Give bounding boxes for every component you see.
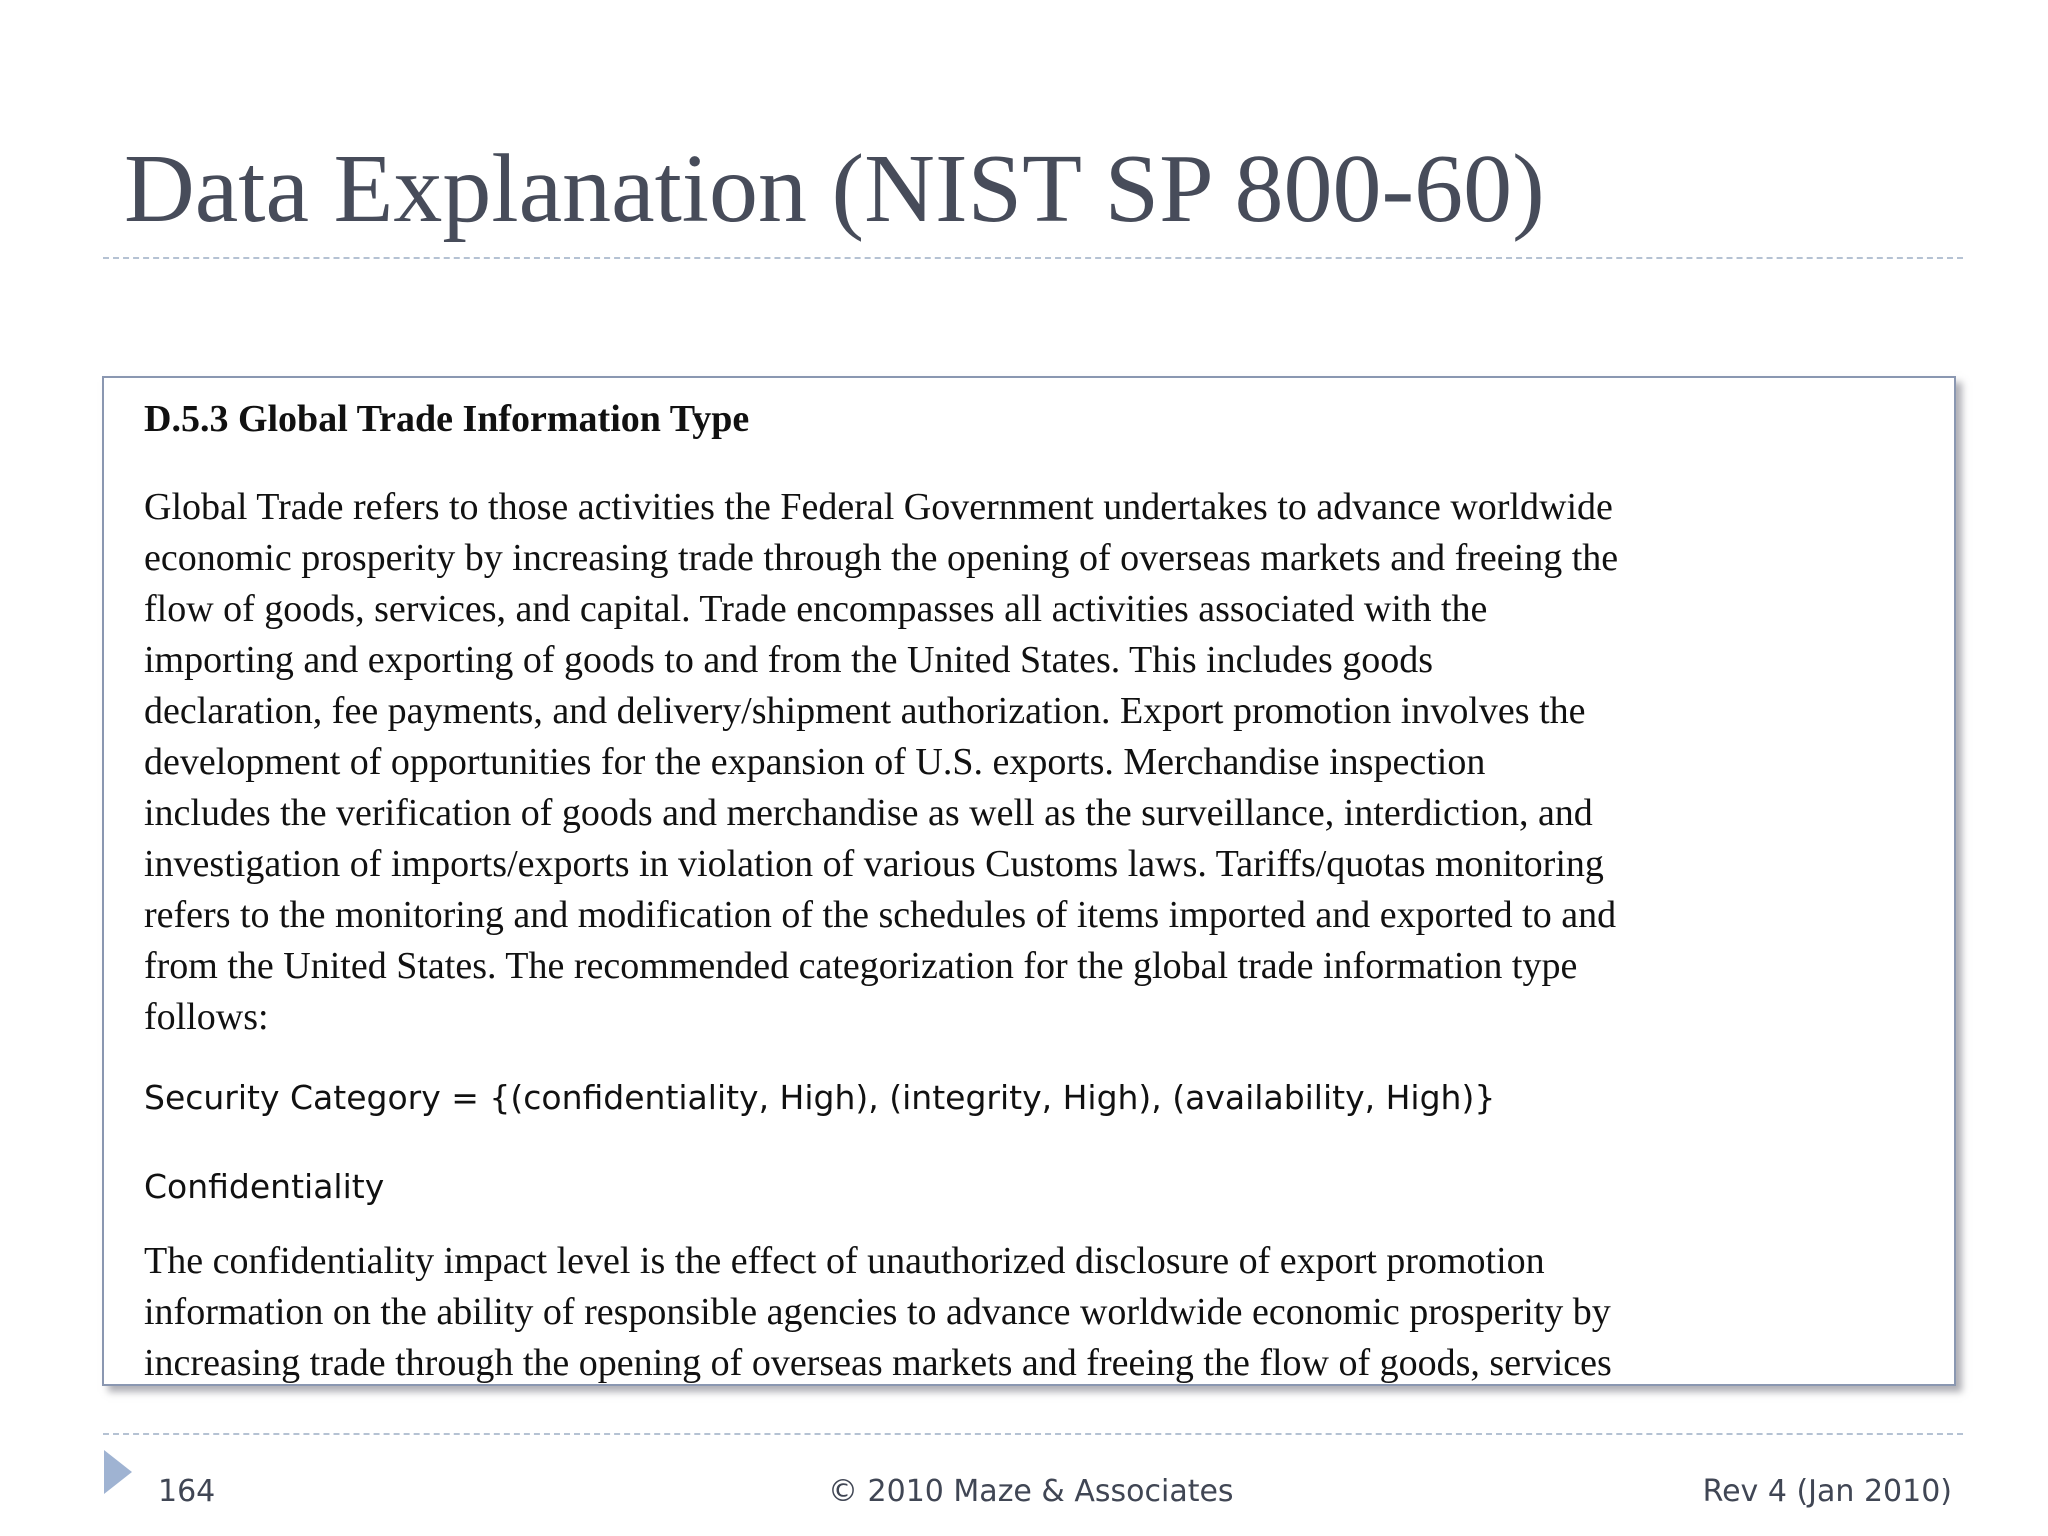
slide-title: Data Explanation (NIST SP 800-60): [124, 135, 1545, 243]
document-excerpt: [102, 376, 1956, 1386]
paragraph-line: flow of goods, services, and capital. Trade encompasses all activities associated with the: [144, 587, 1488, 630]
paragraph-line: development of opportunities for the expansion of U.S. exports. Merchandise inspection: [144, 740, 1486, 783]
paragraph-line: investigation of imports/exports in violation of various Customs laws. Tariffs/quotas monitoring: [144, 842, 1604, 885]
section-heading: D.5.3 Global Trade Information Type: [144, 398, 750, 440]
paragraph-line: increasing trade through the opening of overseas markets and freeing the flow of goods, services: [144, 1342, 1612, 1385]
paragraph-line: information on the ability of responsible agencies to advance worldwide economic prosperity by: [144, 1291, 1611, 1334]
global-trade-paragraph: [144, 482, 1934, 1043]
paragraph-line: includes the verification of goods and merchandise as well as the surveillance, interdiction, and: [144, 791, 1593, 834]
copyright-notice: © 2010 Maze & Associates: [828, 1474, 1234, 1509]
paragraph-line: The confidentiality impact level is the effect of unauthorized disclosure of export promotion: [144, 1240, 1545, 1283]
title-divider: [103, 257, 1963, 259]
paragraph-line: importing and exporting of goods to and from the United States. This includes goods: [144, 638, 1434, 681]
paragraph-line: follows:: [144, 995, 269, 1038]
paragraph-line: Global Trade refers to those activities the Federal Government undertakes to advance worldwide: [144, 485, 1613, 528]
revision-label: Rev 4 (Jan 2010): [1702, 1474, 1952, 1509]
security-category: Security Category = {(confidentiality, High), (integrity, High), (availability, High)}: [144, 1077, 1496, 1117]
triangle-right-icon: [104, 1450, 132, 1494]
confidentiality-paragraph: [144, 1236, 1934, 1386]
page-number: 164: [158, 1474, 216, 1509]
paragraph-line: refers to the monitoring and modification of the schedules of items imported and exported to and: [144, 893, 1617, 936]
confidentiality-subheading: Confidentiality: [144, 1167, 385, 1207]
excerpt-content: [144, 396, 1934, 1386]
paragraph-line: declaration, fee payments, and delivery/shipment authorization. Export promotion involves the: [144, 689, 1586, 732]
paragraph-line: economic prosperity by increasing trade through the opening of overseas markets and freeing the: [144, 536, 1619, 579]
paragraph-line: from the United States. The recommended categorization for the global trade information type: [144, 944, 1578, 987]
footer-divider: [103, 1433, 1963, 1435]
